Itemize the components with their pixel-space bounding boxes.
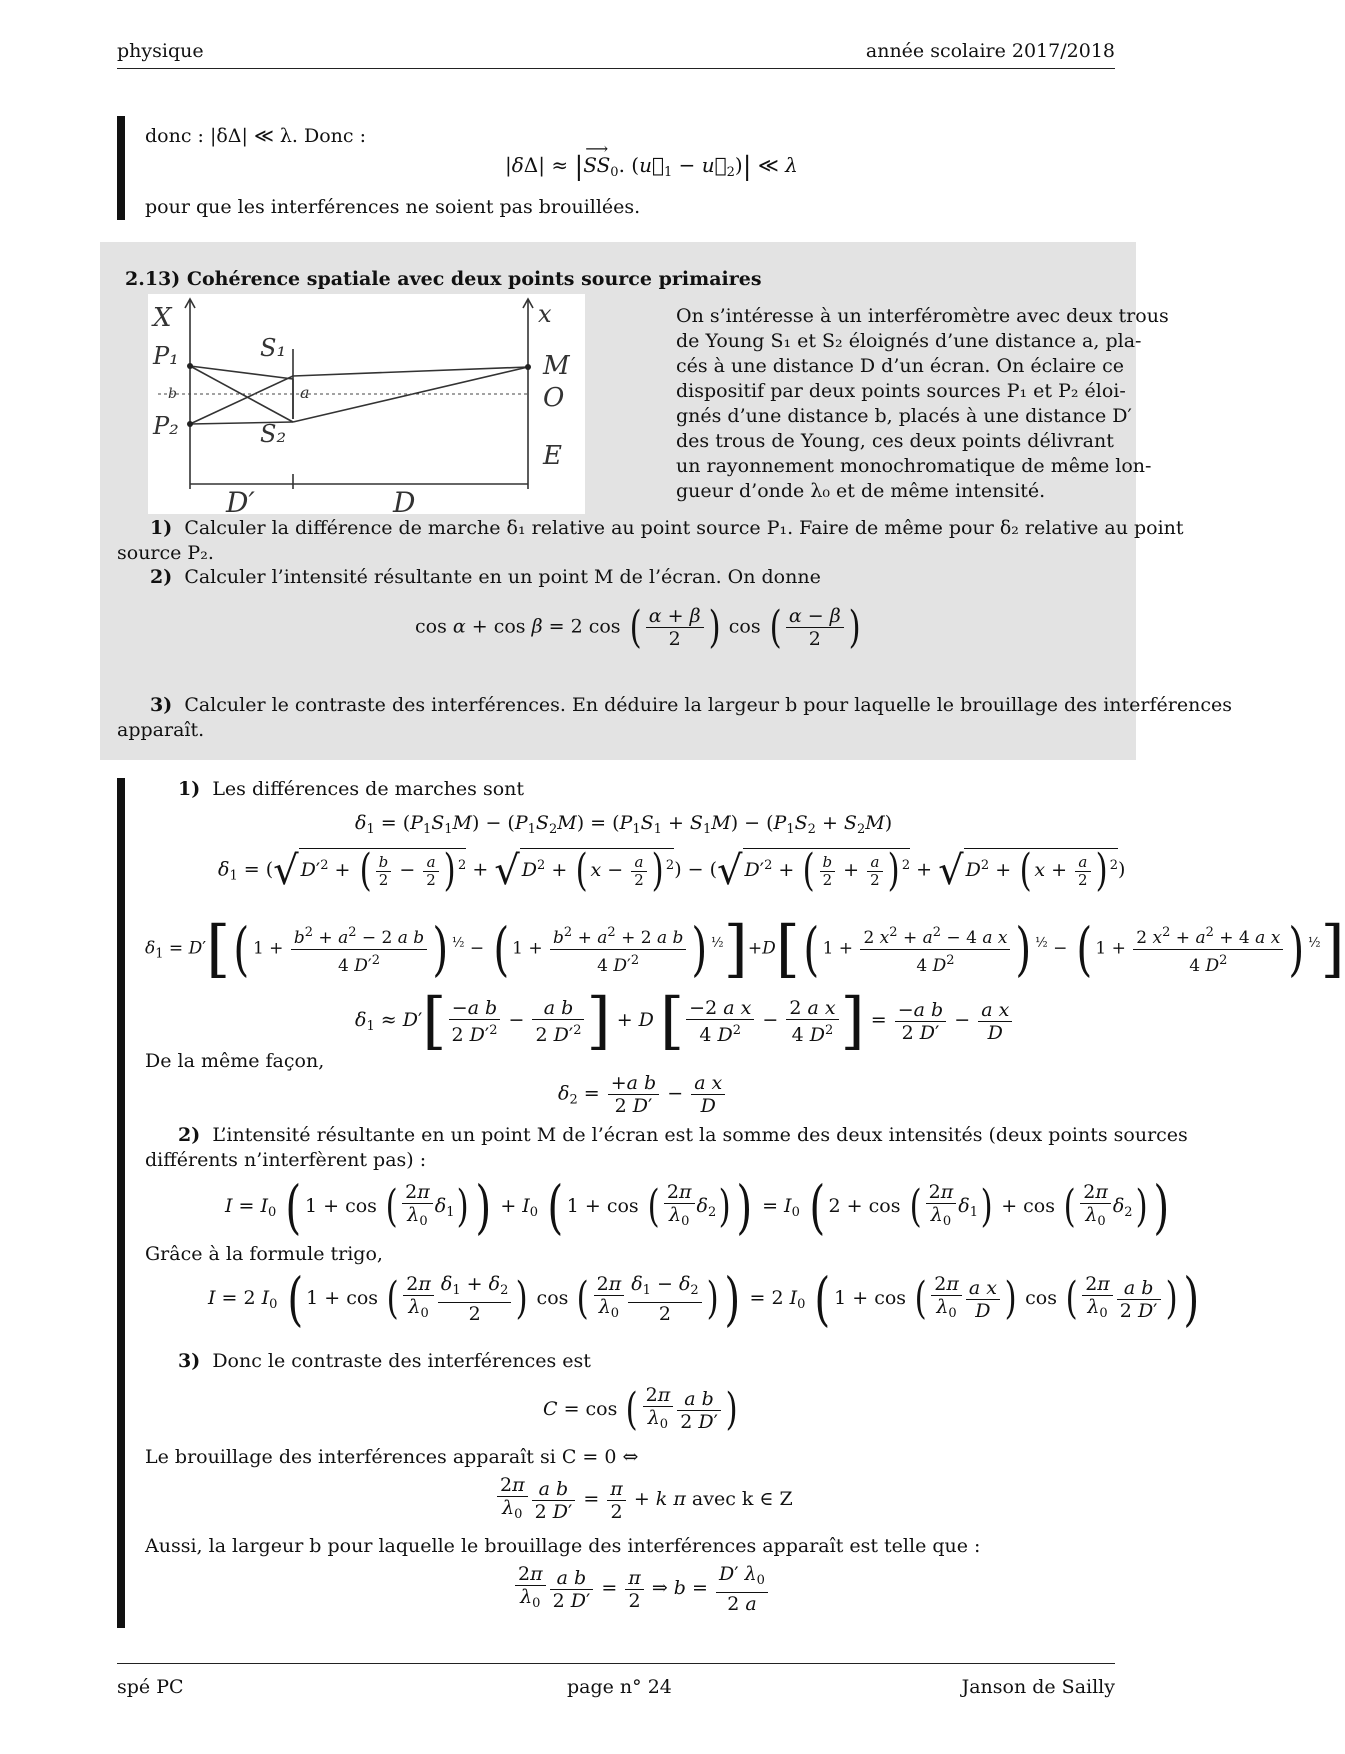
question-text: Calculer l’intensité résultante en un point M de l’écran. On donne bbox=[184, 566, 821, 588]
intro-line-2: pour que les interférences ne soient pas brouillées. bbox=[145, 196, 641, 218]
description-line: un rayonnement monochromatique de même lon- bbox=[676, 455, 1152, 477]
label-E: E bbox=[543, 441, 562, 471]
exercise-description bbox=[676, 304, 1169, 504]
question-1-cont: source P₂. bbox=[117, 542, 214, 564]
eq-brouillage: $\frac{2\pi}{\lambda_0}$ $\frac{\text{a b}}{2 D'}$ = $\frac{\pi}{2}$ + k π avec k ∈ Z bbox=[495, 1474, 793, 1526]
label-D: D bbox=[393, 486, 416, 519]
question-3 bbox=[150, 694, 1232, 716]
description-line: cés à une distance D d’un écran. On éclaire ce bbox=[676, 355, 1124, 377]
label-M: M bbox=[543, 351, 570, 381]
description-line: gnés d’une distance b, placés à une distance D′ bbox=[676, 405, 1132, 427]
solution-3 bbox=[178, 1350, 591, 1372]
intro-line: donc : |δΔ| ≪ λ. Donc : bbox=[145, 125, 367, 147]
eq-delta1-approx: $\delta_1 \approx D'$[ $\frac{\text{−a b}}{2 D'^2}$ − $\frac{\text{a b}}{2 D'^2}$ ] + D [ $\frac{\text{−2 a x}}{4 D^2}$ − $\frac{\text{2 a x}}{4 D^2}$ ] = $\frac{\text{−a b}}{2 D'}$ − $\frac{\text{a x}}{D}$ bbox=[355, 990, 1014, 1052]
label-x: x bbox=[538, 300, 552, 328]
solution-text: Les différences de marches sont bbox=[212, 778, 525, 800]
aussi-text: Aussi, la largeur b pour laquelle le brouillage des interférences apparaît est telle que : bbox=[145, 1535, 981, 1557]
question-number: 2) bbox=[150, 566, 173, 588]
question-text: Calculer la différence de marche δ₁ relative au point source P₁. Faire de même pour δ₂ relative au point bbox=[184, 517, 1184, 539]
description-line: gueur d’onde λ₀ et de même intensité. bbox=[676, 480, 1046, 502]
eq-contrast: C = cos ( $\frac{2\pi}{\lambda_0}$ $\frac{\text{a b}}{2 D'}$ ) bbox=[543, 1384, 738, 1435]
eq-delta2: $\delta_2$ = $\frac{\text{+a b}}{2 D'}$ − $\frac{\text{a x}}{D}$ bbox=[558, 1072, 727, 1117]
solution-number: 2) bbox=[178, 1124, 201, 1146]
question-2 bbox=[150, 566, 821, 588]
label-P1: P₁ bbox=[153, 342, 179, 370]
footer-school: Janson de Sailly bbox=[961, 1676, 1115, 1698]
solution-1 bbox=[178, 778, 524, 800]
page-footer bbox=[117, 1663, 1115, 1704]
eq-b-result: $\frac{2\pi}{\lambda_0}$ $\frac{\text{a b}}{2 D'}$ = $\frac{\pi}{2}$ ⇒ b = $\frac{D' \lambda_0}{2 a}$ bbox=[513, 1563, 770, 1615]
eq-delta1-def: $\delta_1 = (P_1S_1M) - (P_1S_2M) = (P_1S_1 + S_1M) - (P_1S_2 + S_2M)$ bbox=[355, 812, 893, 837]
trigo-text: Grâce à la formule trigo, bbox=[145, 1243, 383, 1265]
solution-margin-bar bbox=[117, 778, 125, 1628]
question-number: 3) bbox=[150, 694, 173, 716]
young-slits-diagram bbox=[148, 294, 585, 519]
label-S1: S₁ bbox=[260, 334, 287, 362]
description-line: dispositif par deux points sources P₁ et P₂ éloi- bbox=[676, 380, 1126, 402]
label-S2: S₂ bbox=[260, 420, 287, 448]
page-header bbox=[117, 40, 1115, 69]
question-1 bbox=[150, 517, 1184, 539]
description-line: de Young S₁ et S₂ éloignés d’une distance a, pla- bbox=[676, 330, 1142, 352]
eq-intensity-trigo: I = 2 $I_0$ ( 1 + cos ( $\frac{2\pi}{\lambda_0}$ $\frac{\delta_1 + \delta_2}{2}$ ) cos ( $\frac{2\pi}{\lambda_0}$ $\frac{\delta_1 - \delta_2}{2}$ ) ) = 2 $I_0$ ( 1 + cos ( $\frac{2\pi}{\lambda_0}$ $\frac{\text{a x}}{D}$ ) cos ( $\frac{2\pi}{\lambda_0}$ $\frac{\text{a b}}{2 D'}$ ) ) bbox=[208, 1265, 1199, 1333]
avec-text: avec k ∈ Z bbox=[691, 1488, 793, 1510]
footer-page-number: page n° 24 bbox=[567, 1676, 672, 1698]
description-line: des trous de Young, ces deux points délivrant bbox=[676, 430, 1114, 452]
diagram-svg bbox=[148, 294, 585, 519]
solution-2 bbox=[178, 1124, 1188, 1146]
label-O: O bbox=[543, 383, 565, 413]
question-number: 1) bbox=[150, 517, 173, 539]
solution-number: 1) bbox=[178, 778, 201, 800]
footer-class: spé PC bbox=[117, 1676, 184, 1698]
question-text: Calculer le contraste des interférences. En déduire la largeur b pour laquelle le brouillage des interférences bbox=[184, 694, 1232, 716]
left-margin-bar bbox=[117, 116, 125, 220]
solution-text: Donc le contraste des interférences est bbox=[212, 1350, 591, 1372]
eq-intensity-sum: $I = I_0$ ( 1 + cos ( $\frac{2\pi}{\lambda_0}$ $\delta_1$) ) + $I_0$ ( 1 + cos ( $\frac{2\pi}{\lambda_0}$ $\delta_2$) ) = $I_0$ ( 2 + cos ( $\frac{2\pi}{\lambda_0}$ $\delta_1) + \cos$ ( $\frac{2\pi}{\lambda_0}$ $\delta_2$) ) bbox=[225, 1173, 1169, 1241]
eq-delta1-expansion: $\delta_1 = D'$[( 1 + $\frac{b^2 + a^2 - 2 a b}{4 D'^2}$ ) $^{\frac{1}{2}}$ − ( 1 + $\frac{b^2 + a^2 + 2 a b}{4 D'^2}$ ) $^{\frac{1}{2}}$]+D[( 1 + $\frac{2 x^2 + a^2 - 4 a x}{4 D^2}$ ) $^{\frac{1}{2}}$ − ( 1 + $\frac{2 x^2 + a^2 + 4 a x}{4 D^2}$ ) $^{\frac{1}{2}}$] bbox=[145, 912, 1345, 985]
header-subject: physique bbox=[117, 40, 204, 62]
solution-number: 3) bbox=[178, 1350, 201, 1372]
brouillage-condition: Le brouillage des interférences apparaît si C = 0 ⇔ bbox=[145, 1446, 639, 1468]
same-way-text: De la même façon, bbox=[145, 1050, 325, 1072]
label-P2: P₂ bbox=[153, 412, 179, 440]
description-line: On s’intéresse à un interféromètre avec deux trous bbox=[676, 305, 1169, 327]
label-b: b bbox=[168, 386, 177, 402]
solution-text: L’intensité résultante en un point M de l’écran est la somme des deux intensités (deux points sources bbox=[212, 1124, 1188, 1146]
question-3-cont: apparaît. bbox=[117, 719, 205, 741]
exercise-title: 2.13) Cohérence spatiale avec deux points source primaires bbox=[125, 268, 762, 290]
label-X: X bbox=[153, 303, 172, 333]
header-year: année scolaire 2017/2018 bbox=[865, 40, 1115, 62]
intro-equation: $|\delta\Delta| \approx |SS_0$ ⟶ . ($u⃗_1$ − $u⃗_2)|$ ≪ λ bbox=[505, 139, 798, 182]
solution-2-cont: différents n’interfèrent pas) : bbox=[145, 1149, 427, 1171]
label-a: a bbox=[300, 383, 310, 402]
label-Dprime: D′ bbox=[226, 486, 255, 519]
eq-delta1-sqrt: $\delta_1$ = (√ $D'^2$ + ( $\frac{b}{2}$ − $\frac{a}{2}$ ) $^2$ + √ $D^2$ + ( x − $\frac{a}{2}$ ) $^2$) − (√ $D'^2$ + ( $\frac{b}{2}$ + $\frac{a}{2}$ ) $^2$ + √ $D^2$ + ( x + $\frac{a}{2}$ ) $^2$) bbox=[218, 845, 1126, 896]
trigo-formula: cos α + cos β = 2 cos ( $\frac{\alpha + \beta}{2}$ ) cos ( $\frac{\alpha - \beta}{2}$ ) bbox=[415, 601, 861, 653]
